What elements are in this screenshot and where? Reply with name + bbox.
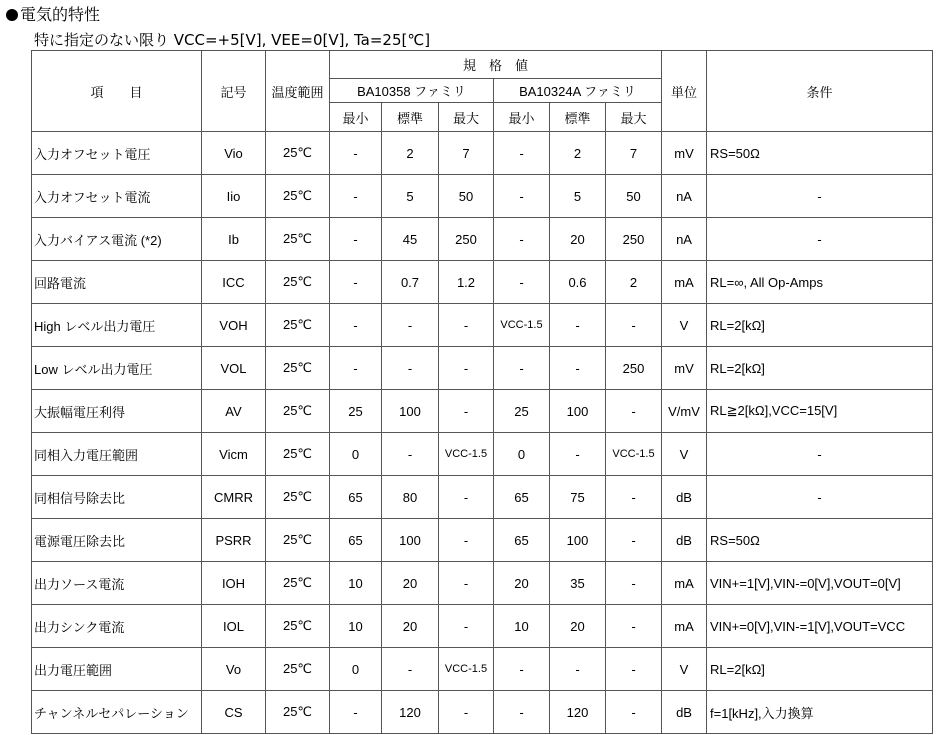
temp-cell: 25℃ (266, 390, 330, 433)
section-heading-text: 電気的特性 (20, 5, 101, 24)
item-cell: 電源電圧除去比 (32, 519, 202, 562)
item-cell: 大振幅電圧利得 (32, 390, 202, 433)
ba10358-max-cell: - (439, 605, 494, 648)
ba10358-min-cell: - (330, 132, 382, 175)
unit-cell: mA (662, 605, 707, 648)
table-row (32, 175, 933, 218)
header-max: 最大 (439, 103, 494, 132)
table-row (32, 261, 933, 304)
temp-cell: 25℃ (266, 433, 330, 476)
symbol-cell: VOH (202, 304, 266, 347)
unit-cell: V (662, 433, 707, 476)
temp-cell: 25℃ (266, 175, 330, 218)
ba10324a-min-cell: - (494, 691, 550, 734)
table-row (32, 648, 933, 691)
temp-cell: 25℃ (266, 218, 330, 261)
unit-cell: nA (662, 218, 707, 261)
table-row (32, 132, 933, 175)
condition-cell: - (707, 218, 933, 261)
temp-cell: 25℃ (266, 476, 330, 519)
ba10358-min-cell: - (330, 347, 382, 390)
temp-cell: 25℃ (266, 304, 330, 347)
symbol-cell: Ib (202, 218, 266, 261)
ba10358-min-cell: 0 (330, 433, 382, 476)
conditions-note: 特に指定のない限り VCC=+5[V], VEE=0[V], Ta=25[℃] (34, 31, 431, 49)
ba10324a-max-cell: - (606, 605, 662, 648)
header-spec: 規 格 値 (330, 51, 662, 79)
ba10324a-min-cell: 20 (494, 562, 550, 605)
item-cell: High レベル出力電圧 (32, 304, 202, 347)
ba10324a-min-cell: 0 (494, 433, 550, 476)
temp-cell: 25℃ (266, 562, 330, 605)
item-cell: 入力バイアス電流 (*2) (32, 218, 202, 261)
ba10358-max-cell: - (439, 519, 494, 562)
temp-cell: 25℃ (266, 648, 330, 691)
ba10358-typ-cell: - (382, 347, 439, 390)
table-row (32, 519, 933, 562)
ba10324a-typ-cell: - (550, 648, 606, 691)
ba10358-min-cell: - (330, 175, 382, 218)
ba10324a-typ-cell: 5 (550, 175, 606, 218)
ba10324a-min-cell: - (494, 261, 550, 304)
ba10324a-max-cell: 2 (606, 261, 662, 304)
header-typ: 標準 (382, 103, 439, 132)
ba10324a-max-cell: - (606, 476, 662, 519)
table-row (32, 562, 933, 605)
symbol-cell: IOH (202, 562, 266, 605)
symbol-cell: CS (202, 691, 266, 734)
ba10358-typ-cell: 20 (382, 562, 439, 605)
symbol-cell: Vo (202, 648, 266, 691)
ba10324a-max-cell: 50 (606, 175, 662, 218)
ba10324a-max-cell: - (606, 519, 662, 562)
item-cell: チャンネルセパレーション (32, 691, 202, 734)
ba10358-max-cell: VCC-1.5 (439, 648, 494, 691)
ba10358-min-cell: - (330, 218, 382, 261)
ba10324a-typ-cell: - (550, 347, 606, 390)
ba10358-min-cell: 65 (330, 519, 382, 562)
ba10324a-min-cell: 65 (494, 519, 550, 562)
table-row (32, 433, 933, 476)
symbol-cell: IOL (202, 605, 266, 648)
temp-cell: 25℃ (266, 691, 330, 734)
header-min: 最小 (330, 103, 382, 132)
temp-cell: 25℃ (266, 132, 330, 175)
ba10324a-max-cell: VCC-1.5 (606, 433, 662, 476)
ba10358-min-cell: - (330, 304, 382, 347)
ba10358-typ-cell: 45 (382, 218, 439, 261)
ba10358-max-cell: - (439, 304, 494, 347)
condition-cell: RS=50Ω (707, 519, 933, 562)
ba10324a-typ-cell: 20 (550, 218, 606, 261)
ba10358-max-cell: 7 (439, 132, 494, 175)
item-cell: 回路電流 (32, 261, 202, 304)
ba10358-max-cell: 50 (439, 175, 494, 218)
bullet-icon (6, 9, 18, 21)
unit-cell: mV (662, 132, 707, 175)
ba10358-min-cell: 0 (330, 648, 382, 691)
condition-cell: RL=2[kΩ] (707, 347, 933, 390)
ba10324a-typ-cell: - (550, 433, 606, 476)
symbol-cell: Vicm (202, 433, 266, 476)
temp-cell: 25℃ (266, 261, 330, 304)
ba10358-typ-cell: - (382, 433, 439, 476)
condition-cell: RL≧2[kΩ],VCC=15[V] (707, 390, 933, 433)
header-typ: 標準 (550, 103, 606, 132)
unit-cell: mV (662, 347, 707, 390)
symbol-cell: PSRR (202, 519, 266, 562)
table-row (32, 218, 933, 261)
ba10324a-typ-cell: 100 (550, 519, 606, 562)
ba10324a-typ-cell: 100 (550, 390, 606, 433)
ba10324a-min-cell: 65 (494, 476, 550, 519)
ba10324a-typ-cell: 120 (550, 691, 606, 734)
ba10358-typ-cell: - (382, 304, 439, 347)
condition-cell: f=1[kHz],入力換算 (707, 691, 933, 734)
ba10358-min-cell: - (330, 691, 382, 734)
unit-cell: dB (662, 519, 707, 562)
ba10358-typ-cell: - (382, 648, 439, 691)
ba10358-max-cell: - (439, 691, 494, 734)
ba10324a-typ-cell: - (550, 304, 606, 347)
condition-cell: VIN+=0[V],VIN-=1[V],VOUT=VCC (707, 605, 933, 648)
ba10324a-min-cell: - (494, 175, 550, 218)
ba10324a-max-cell: - (606, 648, 662, 691)
ba10324a-typ-cell: 0.6 (550, 261, 606, 304)
condition-cell: - (707, 433, 933, 476)
header-family-ba10358: BA10358 ファミリ (330, 79, 494, 103)
table-row (32, 347, 933, 390)
ba10358-typ-cell: 5 (382, 175, 439, 218)
item-cell: 入力オフセット電流 (32, 175, 202, 218)
ba10358-max-cell: - (439, 562, 494, 605)
header-symbol: 記号 (202, 51, 266, 132)
ba10324a-min-cell: VCC-1.5 (494, 304, 550, 347)
ba10324a-min-cell: - (494, 347, 550, 390)
header-min: 最小 (494, 103, 550, 132)
condition-cell: RL=2[kΩ] (707, 648, 933, 691)
unit-cell: mA (662, 562, 707, 605)
table-row (32, 476, 933, 519)
ba10324a-max-cell: 250 (606, 347, 662, 390)
item-cell: 出力シンク電流 (32, 605, 202, 648)
unit-cell: V (662, 648, 707, 691)
ba10358-max-cell: - (439, 476, 494, 519)
item-cell: 入力オフセット電圧 (32, 132, 202, 175)
ba10358-min-cell: 10 (330, 562, 382, 605)
condition-cell: RL=2[kΩ] (707, 304, 933, 347)
table-row (32, 304, 933, 347)
temp-cell: 25℃ (266, 605, 330, 648)
ba10324a-max-cell: - (606, 390, 662, 433)
ba10358-typ-cell: 20 (382, 605, 439, 648)
unit-cell: mA (662, 261, 707, 304)
ba10358-max-cell: 250 (439, 218, 494, 261)
header-item: 項 目 (32, 51, 202, 132)
ba10324a-typ-cell: 20 (550, 605, 606, 648)
condition-cell: RL=∞, All Op-Amps (707, 261, 933, 304)
ba10358-min-cell: - (330, 261, 382, 304)
ba10358-max-cell: VCC-1.5 (439, 433, 494, 476)
header-condition: 条件 (707, 51, 933, 132)
symbol-cell: ICC (202, 261, 266, 304)
ba10324a-typ-cell: 2 (550, 132, 606, 175)
ba10358-max-cell: - (439, 390, 494, 433)
table-row (32, 390, 933, 433)
header-max: 最大 (606, 103, 662, 132)
ba10324a-max-cell: - (606, 562, 662, 605)
condition-cell: VIN+=1[V],VIN-=0[V],VOUT=0[V] (707, 562, 933, 605)
ba10324a-min-cell: - (494, 648, 550, 691)
ba10358-typ-cell: 100 (382, 519, 439, 562)
ba10324a-min-cell: 25 (494, 390, 550, 433)
ba10324a-typ-cell: 75 (550, 476, 606, 519)
header-unit: 単位 (662, 51, 707, 132)
header-family-ba10324a: BA10324A ファミリ (494, 79, 662, 103)
ba10324a-typ-cell: 35 (550, 562, 606, 605)
ba10324a-max-cell: - (606, 304, 662, 347)
ba10324a-max-cell: 7 (606, 132, 662, 175)
table-row (32, 691, 933, 734)
symbol-cell: CMRR (202, 476, 266, 519)
section-heading (6, 4, 100, 26)
ba10324a-max-cell: - (606, 691, 662, 734)
ba10358-max-cell: 1.2 (439, 261, 494, 304)
ba10358-min-cell: 10 (330, 605, 382, 648)
header-temp-range: 温度範囲 (266, 51, 330, 132)
item-cell: Low レベル出力電圧 (32, 347, 202, 390)
ba10358-typ-cell: 120 (382, 691, 439, 734)
item-cell: 同相信号除去比 (32, 476, 202, 519)
ba10358-min-cell: 65 (330, 476, 382, 519)
unit-cell: dB (662, 476, 707, 519)
ba10358-typ-cell: 100 (382, 390, 439, 433)
electrical-characteristics-table (31, 50, 933, 734)
condition-cell: - (707, 175, 933, 218)
symbol-cell: Vio (202, 132, 266, 175)
condition-cell: RS=50Ω (707, 132, 933, 175)
ba10358-typ-cell: 80 (382, 476, 439, 519)
symbol-cell: AV (202, 390, 266, 433)
ba10358-min-cell: 25 (330, 390, 382, 433)
ba10324a-max-cell: 250 (606, 218, 662, 261)
temp-cell: 25℃ (266, 347, 330, 390)
item-cell: 同相入力電圧範囲 (32, 433, 202, 476)
symbol-cell: VOL (202, 347, 266, 390)
ba10358-typ-cell: 0.7 (382, 261, 439, 304)
temp-cell: 25℃ (266, 519, 330, 562)
unit-cell: V/mV (662, 390, 707, 433)
ba10358-max-cell: - (439, 347, 494, 390)
ba10324a-min-cell: - (494, 132, 550, 175)
unit-cell: V (662, 304, 707, 347)
ba10324a-min-cell: - (494, 218, 550, 261)
unit-cell: dB (662, 691, 707, 734)
condition-cell: - (707, 476, 933, 519)
symbol-cell: Iio (202, 175, 266, 218)
unit-cell: nA (662, 175, 707, 218)
table-row (32, 605, 933, 648)
item-cell: 出力電圧範囲 (32, 648, 202, 691)
ba10324a-min-cell: 10 (494, 605, 550, 648)
item-cell: 出力ソース電流 (32, 562, 202, 605)
ba10358-typ-cell: 2 (382, 132, 439, 175)
